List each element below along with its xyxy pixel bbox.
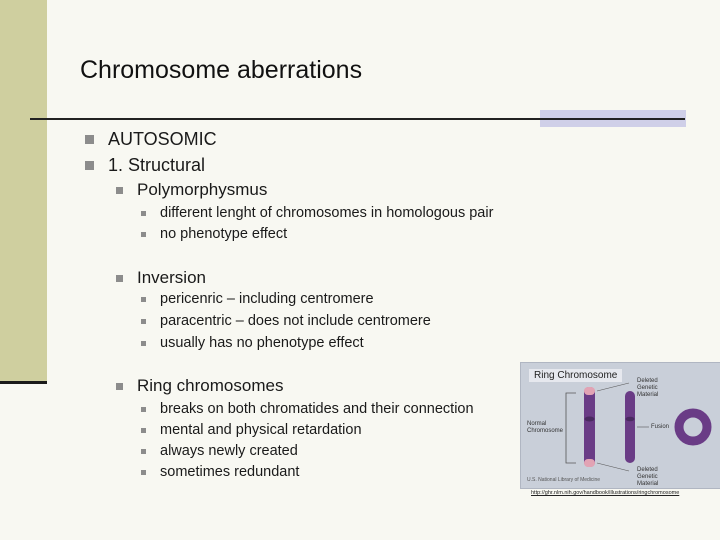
sub-bullet-text: mental and physical retardation: [160, 422, 362, 438]
bullet-polymorphysmus: [116, 180, 267, 200]
bullet-autosomic: [85, 129, 217, 150]
square-bullet-icon: [85, 161, 94, 170]
label-normal-chromosome: Normal Chromosome: [527, 421, 564, 434]
sub-bullet-text: always newly created: [160, 443, 298, 459]
bullet-ring-chromosomes: [116, 376, 283, 396]
square-bullet-icon: [141, 297, 146, 302]
sub-bullet: [141, 464, 299, 480]
fused-chromosome-shape: [625, 391, 635, 463]
centromere-mark: [585, 417, 595, 422]
label-fusion: Fusion: [651, 424, 670, 430]
sub-bullet: [141, 226, 287, 242]
square-bullet-icon: [116, 275, 123, 282]
sub-bullet: [141, 443, 298, 459]
chromosome-tip-top: [584, 387, 595, 395]
ring-chromosome-shape: [679, 413, 707, 441]
sub-bullet-text: sometimes redundant: [160, 464, 300, 480]
chromosome-tip-bottom: [584, 459, 595, 467]
sub-bullet-text: paracentric – does not include centromere: [160, 313, 431, 329]
sub-bullet: [141, 335, 364, 351]
square-bullet-icon: [141, 341, 146, 346]
square-bullet-icon: [85, 135, 94, 144]
square-bullet-icon: [141, 407, 146, 412]
sub-bullet-text: breaks on both chromatides and their connection: [160, 401, 474, 417]
bullet-text: Ring chromosomes: [137, 376, 284, 395]
sub-bullet: [141, 401, 474, 417]
bullet-text: Inversion: [137, 268, 206, 287]
label-deleted-bottom: Deleted Genetic Material: [637, 467, 659, 487]
left-band-underline: [0, 381, 47, 384]
bullet-structural: [85, 155, 205, 176]
sub-bullet-text: usually has no phenotype effect: [160, 335, 364, 351]
square-bullet-icon: [141, 319, 146, 324]
bullet-text: Polymorphysmus: [137, 180, 268, 199]
bullet-text: AUTOSOMIC: [108, 129, 217, 149]
sub-bullet: [141, 422, 362, 438]
source-link[interactable]: http://ghr.nlm.nih.gov/handbook/illustrations/ringchromosome: [531, 490, 680, 496]
square-bullet-icon: [141, 449, 146, 454]
square-bullet-icon: [116, 383, 123, 390]
square-bullet-icon: [116, 187, 123, 194]
figure-title: Ring Chromosome: [529, 369, 622, 382]
bullet-text: 1. Structural: [108, 155, 206, 175]
sub-bullet-text: different lenght of chromosomes in homologous pair: [160, 205, 494, 221]
label-deleted-top: Deleted Genetic Material: [637, 378, 659, 398]
square-bullet-icon: [141, 232, 146, 237]
sub-bullet: [141, 205, 493, 221]
title-rule: [30, 118, 685, 120]
sub-bullet-text: no phenotype effect: [160, 226, 288, 242]
figure-credit: U.S. National Library of Medicine: [527, 477, 601, 483]
sub-bullet: [141, 291, 374, 307]
square-bullet-icon: [141, 211, 146, 216]
sub-bullet-text: pericenric – including centromere: [160, 291, 374, 307]
left-accent-band: [0, 0, 47, 383]
bullet-inversion: [116, 268, 206, 288]
sub-bullet: [141, 313, 431, 329]
normal-chromosome-shape: [584, 387, 595, 467]
square-bullet-icon: [141, 428, 146, 433]
slide-title: Chromosome aberrations: [80, 56, 363, 84]
square-bullet-icon: [141, 470, 146, 475]
ring-chromosome-figure: [520, 362, 720, 489]
